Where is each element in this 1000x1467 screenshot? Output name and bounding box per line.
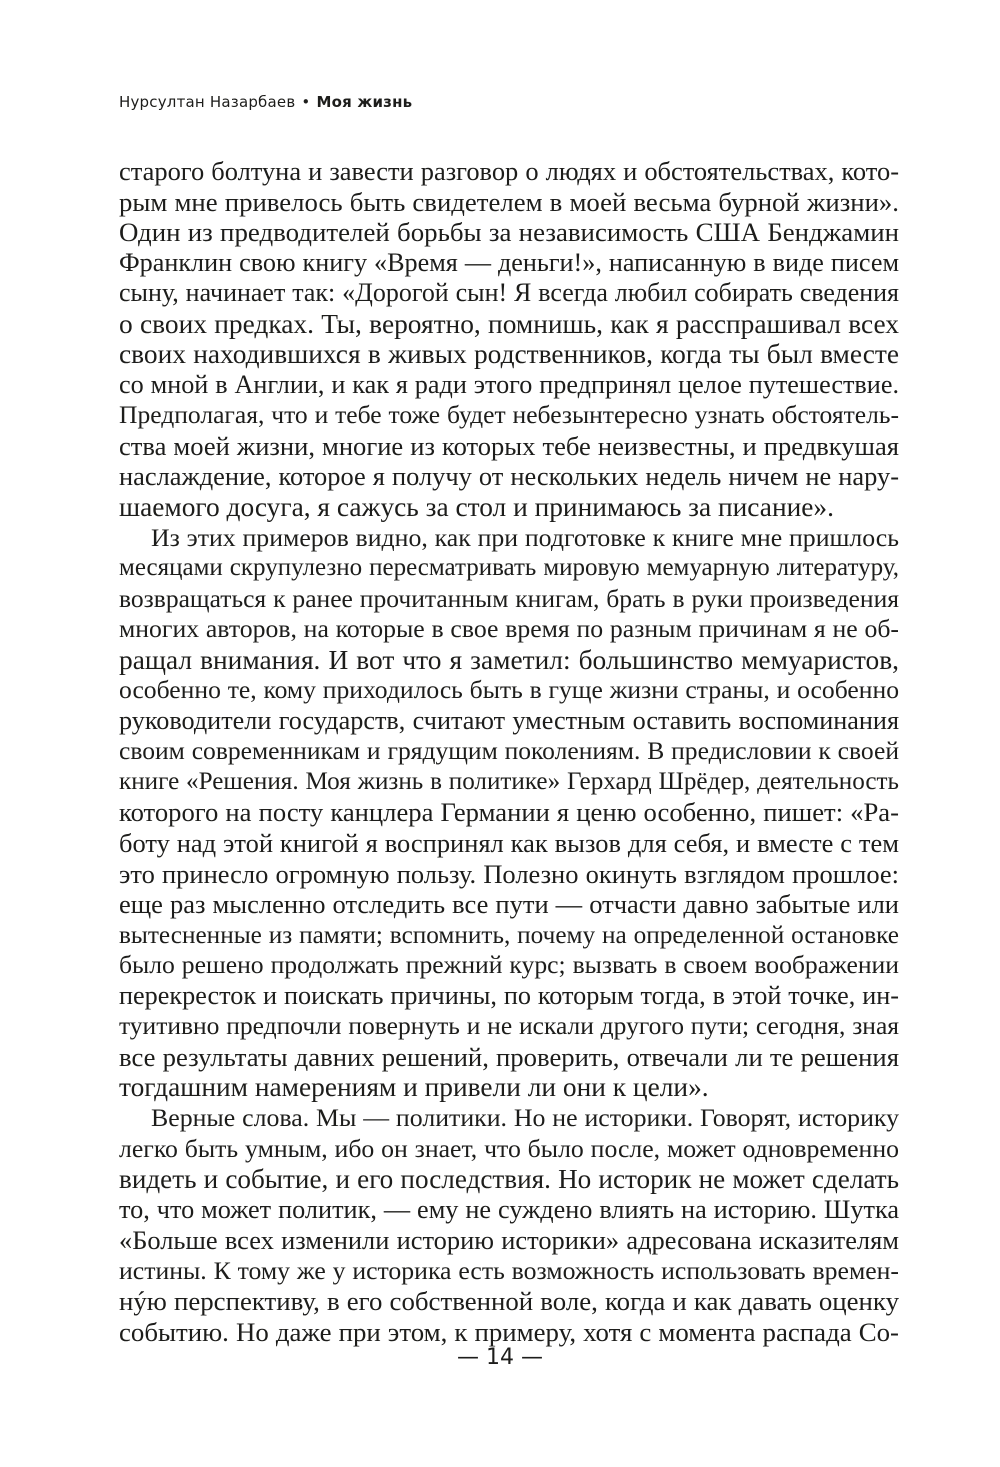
text-line: Предполагая, что и тебе тоже будет небезынтересно узнать обстоятель- [119, 400, 899, 430]
text-line: книге «Решения. Моя жизнь в политике» Герхард Шрёдер, деятельность [119, 767, 899, 795]
paragraph-3 [119, 1103, 899, 1347]
text-line: руководители государств, считают уместным оставить воспоминания [119, 705, 899, 735]
text-line: месяцами скрупулезно пересматривать мировую мемуарную литературу, [119, 554, 899, 582]
text-line: видеть и событие, и его последствия. Но историк не может сделать [119, 1164, 899, 1195]
text-line: сыну, начинает так: «Дорогой сын! Я всегда любил собирать сведения [119, 278, 899, 308]
text-line: Франклин свою книгу «Время — деньги!», написанную в виде писем [119, 247, 899, 277]
text-line: многих авторов, на которые в свое время по разным причинам я не об- [119, 614, 899, 644]
text-line: старого болтуна и завести разговор о людях и обстоятельствах, кото- [119, 156, 899, 186]
text-line: еще раз мысленно отследить все пути — отчасти давно забытые или [119, 889, 899, 920]
text-line: событию. Но даже при этом, к примеру, хотя с момента распада Со- [119, 1316, 899, 1347]
text-line: это принесло огромную пользу. Полезно окинуть взглядом прошлое: [119, 858, 899, 889]
text-line: вытесненные из памяти; вспомнить, почему на определенной остановке [119, 920, 899, 949]
text-line: рым мне привелось быть свидетелем в моей весьма бурной жизни». [119, 186, 899, 217]
text-line: легко быть умным, ибо он знает, что было после, может одновременно [119, 1133, 899, 1163]
text-line: со мной в Англии, и как я ради этого предпринял целое путешествие. [119, 369, 899, 399]
text-line: которого на посту канцлера Германии я ценю особенно, пишет: «Ра- [119, 797, 899, 828]
page-number: — 14 — [457, 1345, 543, 1370]
running-header [119, 93, 412, 111]
text-line: все результаты давних решений, проверить, отвечали ли те решения [119, 1041, 899, 1072]
text-line: то, что может политик, — ему не суждено влиять на историю. Шутка [119, 1194, 899, 1224]
text-line: Из этих примеров видно, как при подготовке к книге мне пришлось [151, 522, 899, 552]
text-line: боту над этой книгой я воспринял как вызов для себя, и вместе с тем [119, 828, 899, 859]
text-line: наслаждение, которое я получу от нескольких недель ничем не нару- [119, 461, 899, 492]
text-line: было решено продолжать прежний курс; вызвать в своем воображении [119, 950, 899, 980]
text-line: «Больше всех изменили историю историки» адресована исказителям [119, 1225, 899, 1256]
text-line: Один из предводителей борьбы за независимость США Бенджамин [119, 217, 899, 248]
text-line: своим современникам и грядущим поколениям. В предисловии к своей [119, 736, 899, 766]
paragraph-2 [119, 523, 899, 1103]
text-line: ства моей жизни, многие из которых тебе неизвестны, и предвкушая [119, 430, 899, 461]
header-book-title: Моя жизнь [316, 93, 413, 111]
text-line: о своих предках. Ты, вероятно, помнишь, как я расспрашивал всех [119, 308, 899, 339]
text-line: шаемого досуга, я сажусь за стол и принимаюсь за писание». [119, 492, 834, 523]
paragraph-1 [119, 156, 899, 523]
text-line: туитивно предпочли повернуть и не искали другого пути; сегодня, зная [119, 1011, 899, 1041]
text-line: истины. К тому же у историка есть возможность использовать времен- [119, 1255, 899, 1285]
text-line: особенно те, кому приходилось быть в гуще жизни страны, и особенно [119, 675, 899, 705]
text-line: перекресток и поискать причины, по которым тогда, в этой точке, ин- [119, 980, 899, 1010]
text-line: нýю перспективу, в его собственной воле, когда и как давать оценку [119, 1286, 899, 1317]
text-line: ращал внимания. И вот что я заметил: большинство мемуаристов, [119, 644, 899, 675]
header-separator: • [301, 93, 311, 111]
text-line: Верные слова. Мы — политики. Но не историки. Говорят, историку [151, 1102, 899, 1132]
body-text [119, 156, 899, 1347]
header-author: Нурсултан Назарбаев [119, 93, 296, 111]
text-line: возвращаться к ранее прочитанным книгам, брать в руки произведения [119, 583, 899, 613]
text-line: своих находившихся в живых родственников, когда ты был вместе [119, 339, 899, 370]
text-line: тогдашним намерениям и привели ли они к цели». [119, 1072, 709, 1103]
